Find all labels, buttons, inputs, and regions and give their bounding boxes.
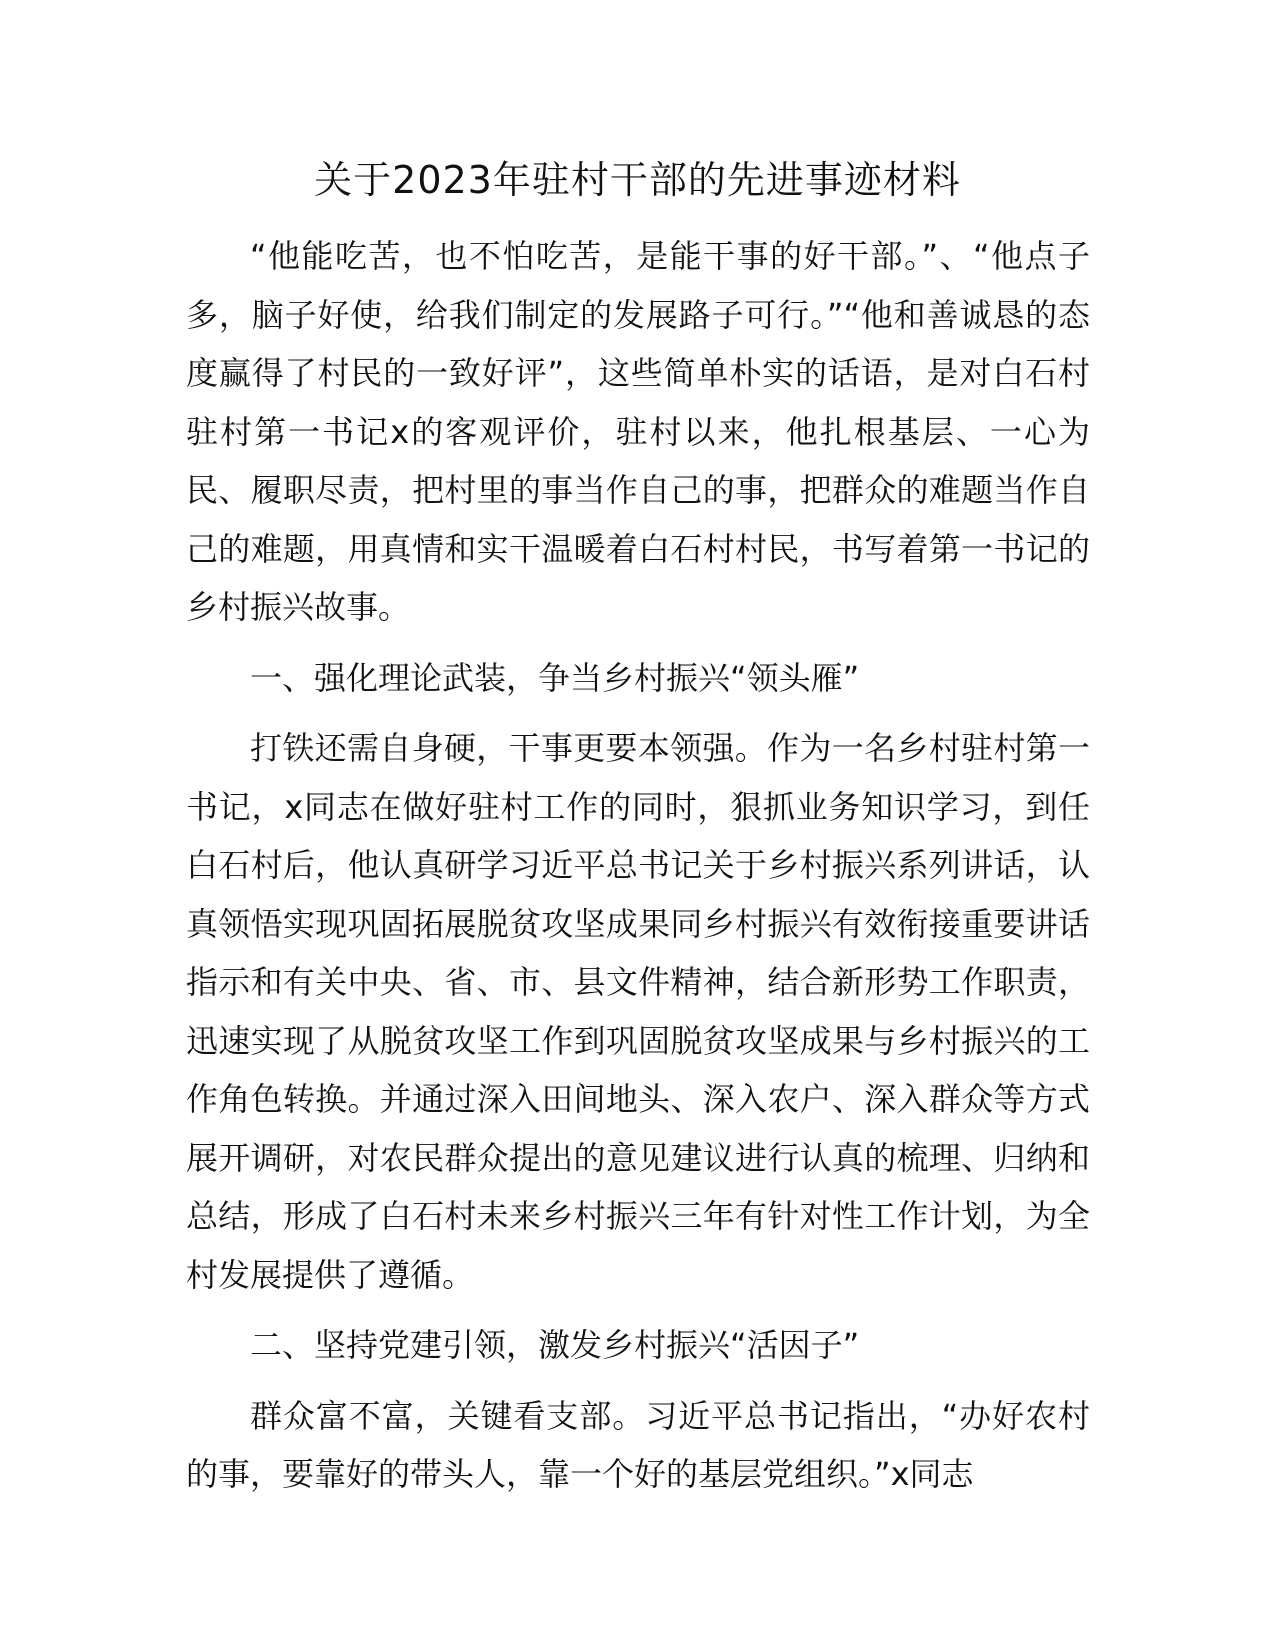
paragraph-section-1: 打铁还需自身硬，干事更要本领强。作为一名乡村驻村第一书记，x同志在做好驻村工作的同时，狠抓业务知识学习，到任白石村后，他认真研学习近平总书记关于乡村振兴系列讲话，认真领悟实现巩固拓展脱贫攻坚成果同乡村振兴有效衔接重要讲话指示和有关中央、省、市、县文件精神，结合新形势工作职责，迅速实现了从脱贫攻坚工作到巩固脱贫攻坚成果与乡村振兴的工作角色转换。并通过深入田间地头、深入农户、深入群众等方式展开调研，对农民群众提出的意见建议进行认真的梳理、归纳和总结，形成了白石村未来乡村振兴三年有针对性工作计划，为全村发展提供了遵循。 (186, 729, 1090, 1294)
document-body (186, 227, 1090, 1504)
section-heading-2: 二、坚持党建引领，激发乡村振兴“活因子” (250, 1326, 860, 1364)
paragraph-section-2: 群众富不富，关键看支部。习近平总书记指出，“办好农村的事，要靠好的带头人，靠一个好的基层党组织。”x同志 (186, 1396, 1090, 1493)
paragraph-intro: “他能吃苦，也不怕吃苦，是能干事的好干部。”、“他点子多，脑子好使，给我们制定的发展路子可行。”“他和善诚恳的态度赢得了村民的一致好评”，这些简单朴实的话语，是对白石村驻村第一书记x的客观评价，驻村以来，他扎根基层、一心为民、履职尽责，把村里的事当作自己的事，把群众的难题当作自己的难题，用真情和实干温暖着白石村村民，书写着第一书记的乡村振兴故事。 (186, 237, 1090, 626)
document-title: 关于2023年驻村干部的先进事迹材料 (314, 158, 961, 202)
section-heading-1: 一、强化理论武装，争当乡村振兴“领头雁” (250, 658, 860, 697)
